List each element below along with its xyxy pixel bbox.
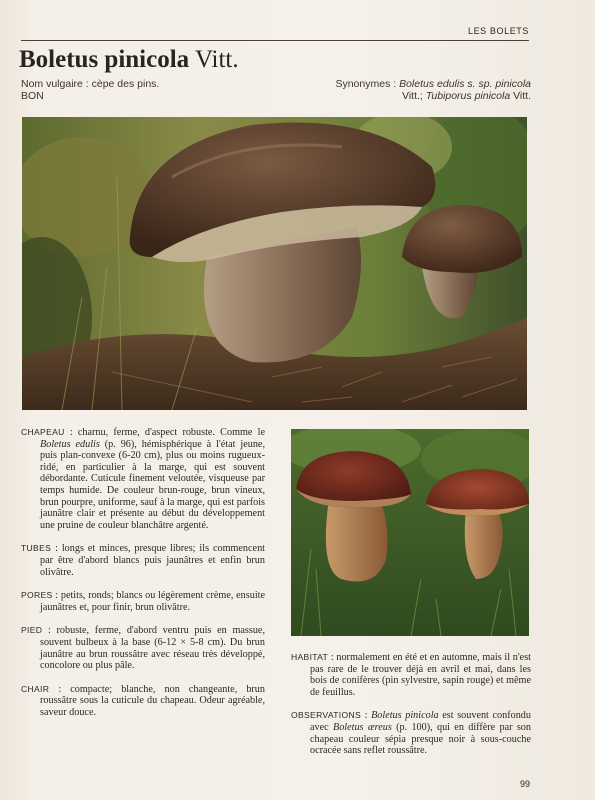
observations-text-2: est souvent confondu avec [310, 710, 531, 733]
habitat-text: : normalement en été et en automne, mais il n'est pas rare de le trouver déjà en avril et mai, dans les bois de conifères (pin sylvestre, sapin rouge) et même de feuillus. [310, 652, 531, 698]
chair-paragraph [21, 684, 265, 719]
chapeau-label: CHAPEAU [21, 427, 65, 437]
pied-text: : robuste, ferme, d'abord ventru puis en massue, souvent bulbeux à la base (6-12 × 5-8 cm). Du brun jaunâtre au brun roussâtre avec réseau très développé, concolore ou plus pâle. [40, 625, 265, 672]
chapeau-ref: Boletus edulis [40, 438, 100, 450]
observations-text-3: (p. 100), qui en diffère par son chapeau couleur sépia presque noir à sous-couche ocracée sans reflet roussâtre. [310, 721, 531, 757]
chapeau-text-2: (p. 96), hémisphérique à l'état jeune, puis plan-convexe (6-20 cm), plus ou moins rugueux-ridé, en particulier à la marge, qui est souvent débordante. Cuticule finement veloutée, visqueuse par temps humide. De couleur brun-rouge, brun vineux, brun pourpre, uniforme, sauf à la marge, qui est parfois jaunâtre clair et présente au début du développement une pruine de couleur blanchâtre argenté. [40, 438, 266, 531]
common-name: Nom vulgaire : cèpe des pins. [21, 78, 160, 90]
tubes-label: TUBES [21, 543, 52, 554]
tubes-paragraph [21, 543, 265, 578]
tubes-text: : longs et minces, presque libres; ils commencent par être d'abord blancs puis jaunâtres et enfin brun olivâtre. [40, 543, 265, 578]
section-header: LES BOLETS [467, 26, 529, 36]
pied-paragraph [21, 625, 265, 671]
page-number: 99 [519, 779, 530, 789]
habitat-paragraph [291, 652, 531, 698]
observations-text-1: : [360, 710, 372, 722]
description-right-column [291, 652, 531, 769]
observations-label: OBSERVATIONS [291, 710, 361, 721]
chair-label: CHAIR [21, 683, 50, 694]
header-rule [21, 40, 529, 41]
observations-ref-2: Boletus æreus [332, 721, 392, 733]
synonym-2-author: Vitt. [510, 90, 531, 102]
second-photo-mushrooms [291, 429, 529, 636]
species-title [19, 46, 239, 74]
synonym-2: Tubiporus pinicola [425, 90, 511, 102]
species-name: Boletus pinicola [19, 46, 190, 73]
pores-label: PORES [21, 590, 53, 601]
species-author: Vitt. [194, 46, 239, 73]
edibility: BON [21, 90, 44, 102]
synonym-1: Boletus edulis s. sp. pinicola [399, 78, 531, 90]
chapeau-text-1: : charnu, ferme, d'aspect robuste. Comme le [64, 427, 265, 438]
chair-text: : compacte; blanche, non changeante, brun roussâtre sous la cuticule du chapeau. Odeur agréable, saveur douce. [40, 683, 265, 718]
pied-label: PIED [21, 625, 43, 636]
pores-paragraph [21, 590, 265, 613]
description-left-column [21, 427, 265, 730]
synonym-1-author: Vitt.; [402, 90, 426, 102]
observations-paragraph [291, 710, 531, 756]
pores-text: : petits, ronds; blancs ou légèrement crème, ensuite jaunâtres et, pour finir, brun olivâtre. [40, 590, 265, 613]
observations-ref-1: Boletus pinicola [371, 710, 439, 722]
habitat-label: HABITAT [291, 652, 329, 662]
synonyms-label: Synonymes : [335, 78, 400, 90]
chapeau-paragraph [21, 427, 265, 531]
synonyms-block [310, 78, 531, 102]
common-name-block [21, 78, 159, 102]
main-photo-mushrooms [22, 117, 527, 410]
